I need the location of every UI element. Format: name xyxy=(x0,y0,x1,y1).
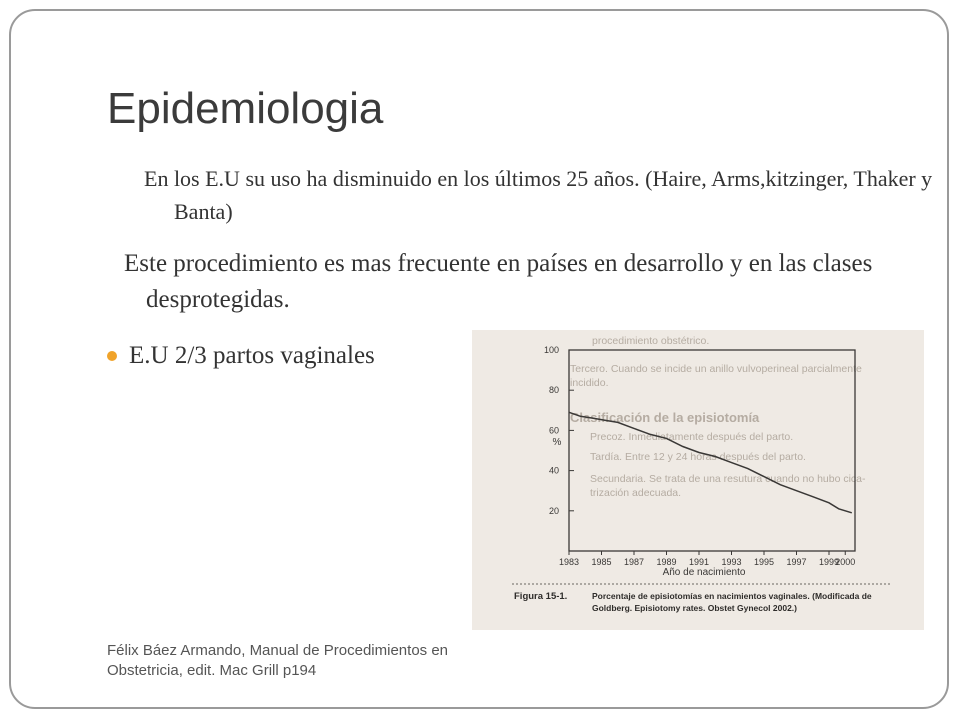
bullet-dot-icon xyxy=(107,351,117,361)
source-citation: Félix Báez Armando, Manual de Procedimientos en Obstetricia, edit. Mac Grill p194 xyxy=(107,642,449,679)
background-text-line: Precoz. Inmediatamente después del parto. xyxy=(590,431,794,443)
background-text-line: Tardía. Entre 12 y 24 horas después del parto. xyxy=(590,451,806,463)
caption-line-1: Porcentaje de episiotomías en nacimientos vaginales. (Modificada de xyxy=(592,591,872,601)
y-tick-label: 100 xyxy=(543,345,559,355)
x-tick-label: 2000 xyxy=(835,557,856,567)
x-tick-label: 1993 xyxy=(721,557,742,567)
x-tick-label: 1983 xyxy=(558,557,580,567)
background-text-line: procedimiento obstétrico. xyxy=(592,335,710,347)
x-tick-label: 1985 xyxy=(591,557,612,567)
y-tick-label: 60 xyxy=(548,425,559,436)
background-text-line: Secundaria. Se trata de una resutura cuando no hubo cica- xyxy=(590,473,866,485)
paragraph-2: Este procedimiento es mas frecuente en países en desarrollo y en las clases desprotegidas. xyxy=(124,250,873,313)
background-text-line: Tercero. Cuando se incide un anillo vulvoperineal parcialmente xyxy=(570,363,862,375)
x-tick-label: 1987 xyxy=(623,557,645,567)
x-axis-label: Año de nacimiento xyxy=(662,567,746,578)
background-text-line: incidido. xyxy=(570,377,609,389)
chart-figure xyxy=(472,330,924,630)
x-tick-label: 1995 xyxy=(753,557,775,567)
slide-title: Epidemiologia xyxy=(107,84,384,133)
background-text-line: trización adecuada. xyxy=(590,487,682,499)
x-tick-label: 1989 xyxy=(656,557,677,567)
x-tick-label: 1999 xyxy=(818,557,840,567)
y-tick-label: 20 xyxy=(548,505,559,516)
bullet-text: E.U 2/3 partos vaginales xyxy=(129,342,375,369)
caption-line-2: Goldberg. Episiotomy rates. Obstet Gynecol 2002.) xyxy=(592,603,798,613)
y-axis-label: % xyxy=(552,437,562,448)
bullet-item xyxy=(107,340,375,372)
caption-label: Figura 15-1. xyxy=(514,591,568,602)
background-text-line: Clasificación de la episiotomía xyxy=(570,410,760,425)
y-tick-label: 80 xyxy=(548,385,559,396)
x-tick-label: 1991 xyxy=(688,557,710,567)
x-tick-label: 1997 xyxy=(786,557,807,567)
y-tick-label: 40 xyxy=(548,465,559,476)
paragraph-1: En los E.U su uso ha disminuido en los últimos 25 años. (Haire, Arms,kitzinger, Thaker y Banta) xyxy=(144,166,933,224)
chart-svg xyxy=(472,330,924,630)
